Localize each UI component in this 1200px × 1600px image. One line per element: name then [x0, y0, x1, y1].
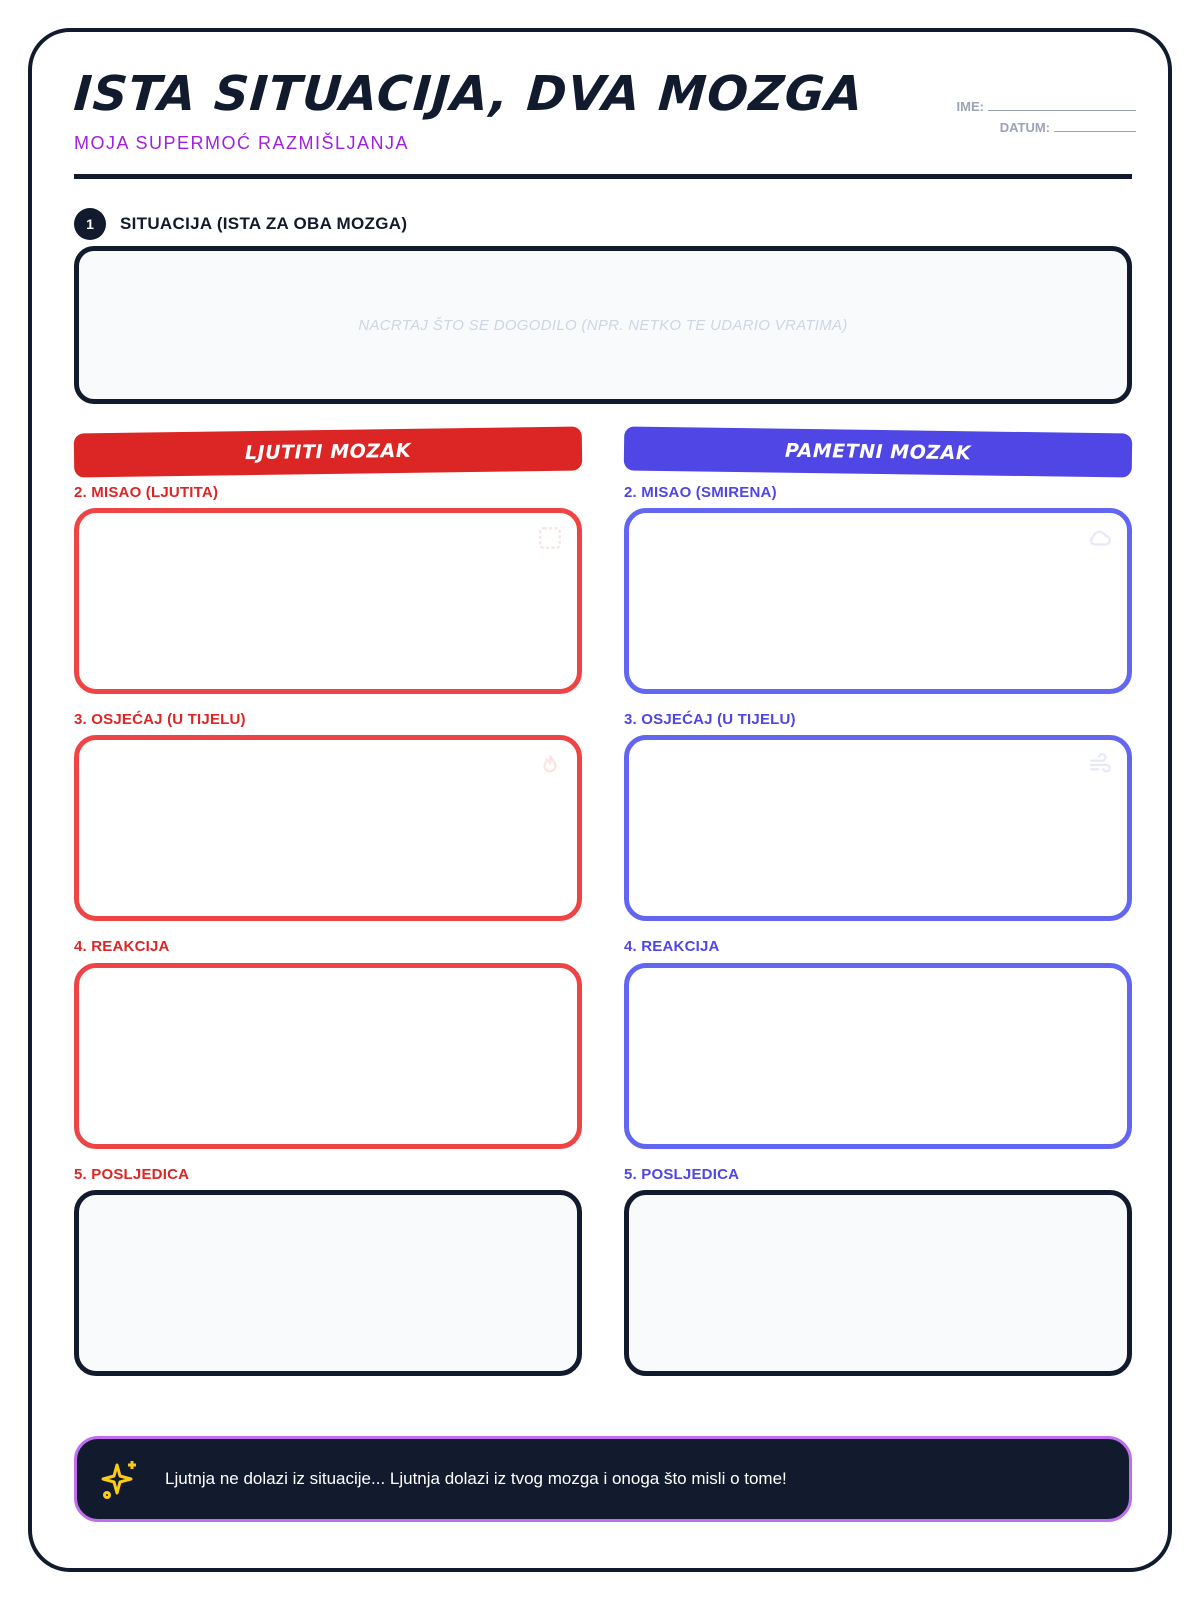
angry-feeling-label: 3. OSJEĆAJ (U TIJELU)	[74, 711, 246, 728]
angry-reaction-box[interactable]	[74, 963, 582, 1149]
angry-thought-label: 2. MISAO (LJUTITA)	[74, 484, 219, 501]
smart-consequence-box[interactable]	[624, 1190, 1132, 1376]
angry-consequence-label: 5. POSLJEDICA	[74, 1166, 190, 1183]
zap-icon	[537, 525, 563, 551]
footer-message: Ljutnja ne dolazi iz situacije... Ljutnja dolazi iz tvog mozga i onoga što misli o tome!	[165, 1469, 787, 1488]
situation-heading	[74, 208, 407, 240]
page-title: ISTA SITUACIJA, DVA MOZGA	[72, 66, 866, 122]
name-label: IME:	[956, 99, 984, 114]
wind-icon	[1087, 752, 1113, 778]
smart-feeling-label: 3. OSJEĆAJ (U TIJELU)	[624, 711, 796, 728]
smart-thought-box[interactable]	[624, 508, 1132, 694]
cloud-icon	[1087, 525, 1113, 551]
situation-label: SITUACIJA (ISTA ZA OBA MOZGA)	[120, 214, 408, 233]
header-divider	[74, 174, 1132, 179]
name-field[interactable]	[957, 96, 1136, 117]
smart-reaction-box[interactable]	[624, 963, 1132, 1149]
smart-thought-label: 2. MISAO (SMIRENA)	[624, 484, 777, 501]
smart-feeling-box[interactable]	[624, 735, 1132, 921]
smart-brain-banner: PAMETNI MOZAK	[624, 426, 1133, 477]
angry-reaction-label: 4. REAKCIJA	[74, 938, 170, 955]
smart-reaction-label: 4. REAKCIJA	[624, 938, 720, 955]
situation-placeholder: NACRTAJ ŠTO SE DOGODILO (NPR. NETKO TE UDARIO VRATIMA)	[358, 316, 848, 334]
angry-thought-box[interactable]	[74, 508, 582, 694]
situation-drawing-box[interactable]	[74, 246, 1132, 404]
smart-consequence-label: 5. POSLJEDICA	[624, 1166, 740, 1183]
angry-feeling-box[interactable]	[74, 735, 582, 921]
angry-brain-banner: LJUTITI MOZAK	[74, 426, 583, 477]
date-label: DATUM:	[999, 120, 1050, 135]
step-number-badge: 1	[74, 208, 106, 240]
name-date-fields	[957, 96, 1136, 138]
sparkles-icon	[99, 1457, 143, 1501]
footer-message-bar	[74, 1436, 1132, 1522]
page-subtitle: MOJA SUPERMOĆ RAZMIŠLJANJA	[74, 133, 410, 153]
date-field[interactable]	[957, 117, 1136, 138]
angry-consequence-box[interactable]	[74, 1190, 582, 1376]
flame-icon	[537, 752, 563, 778]
